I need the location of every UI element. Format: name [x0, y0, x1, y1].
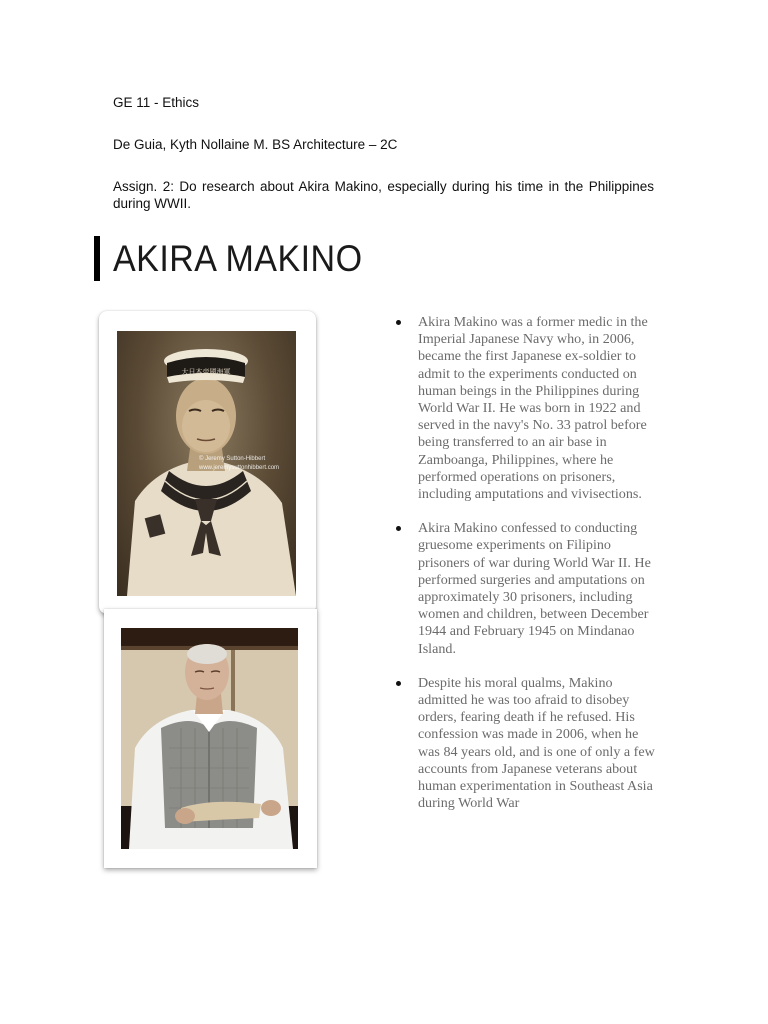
bullet-text: Despite his moral qualms, Makino admitted he was too afraid to disobey orders, fearing death if he refused. His confession was made in 2006, when he was 84 years old, and is one of only a few accounts from Japanese veterans about human experimentation in Southeast Asia during World War: [418, 674, 655, 812]
bullet-dot-icon: [396, 320, 401, 325]
photo-watermark: [199, 455, 279, 473]
bullet-dot-icon: [396, 681, 401, 686]
photo-elderly-man: [121, 628, 298, 849]
bullet-dot-icon: [396, 526, 401, 531]
list-item: [394, 314, 660, 503]
svg-text:大日本帝國海軍: 大日本帝國海軍: [181, 368, 231, 376]
bullet-text: Akira Makino confessed to conducting gruesome experiments on Filipino prisoners of war during World War II. He performed surgeries and amputations on approximately 30 prisoners, including women and children, between December 1944 and February 1945 on Mindanao Island.: [418, 520, 651, 657]
page-title: AKIRA MAKINO: [113, 238, 363, 279]
student-line: De Guia, Kyth Nollaine M. BS Architecture – 2C: [113, 137, 398, 152]
bullet-text: Akira Makino was a former medic in the Imperial Japanese Navy who, in 2006, became the first Japanese ex-soldier to admit to the experiments conducted on human beings in the Philippines during World War II. He was born in 1922 and served in the navy's No. 33 patrol before being transferred to an air base in Zamboanga, Philippines, where he performed operations on prisoners, including amputations and vivisections.: [418, 314, 648, 503]
bullet-list: [394, 314, 660, 829]
photo-frame-young: [99, 311, 316, 614]
assignment-line: Assign. 2: Do research about Akira Makino, especially during his time in the Philippines during WWII.: [113, 179, 654, 211]
elderly-man-illustration: [121, 628, 298, 849]
photo-frame-elderly: [104, 609, 317, 868]
watermark-line-2: www.jeremysuttonhibbert.com: [199, 465, 280, 471]
watermark-line-1: © Jeremy Sutton-Hibbert: [199, 456, 266, 462]
list-item: [394, 675, 660, 813]
list-item: [394, 520, 660, 658]
course-line: GE 11 - Ethics: [113, 95, 200, 110]
title-accent-bar: [94, 236, 100, 281]
photo-young-sailor: [117, 331, 296, 596]
